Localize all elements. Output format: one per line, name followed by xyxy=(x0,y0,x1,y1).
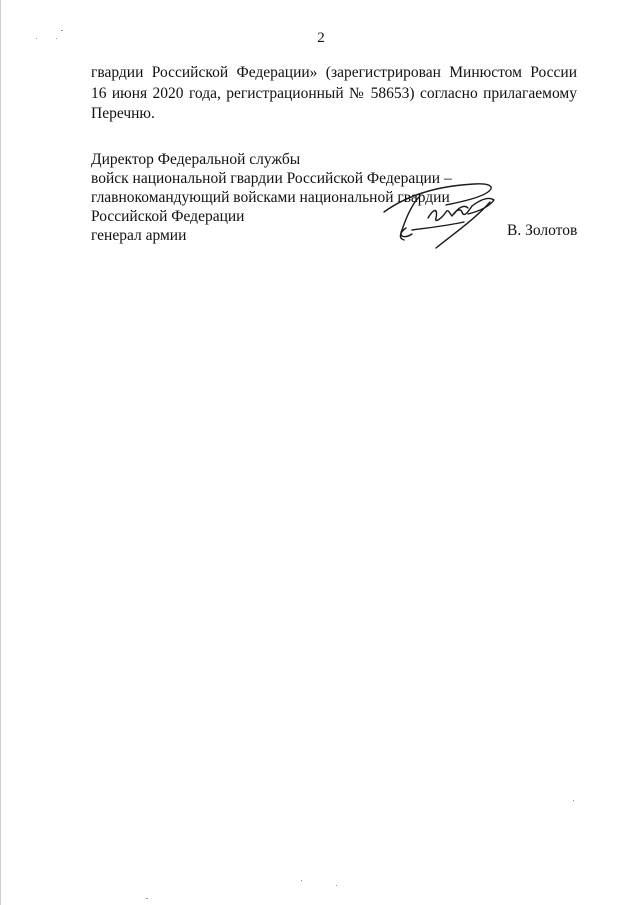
scan-speck xyxy=(61,30,63,31)
body-paragraph xyxy=(91,63,577,125)
scan-speck xyxy=(573,800,574,801)
scan-speck xyxy=(36,38,37,39)
signatory-title-line: главнокомандующий войсками национальной гвардии xyxy=(91,189,450,206)
paragraph-line: Перечню. xyxy=(91,105,155,122)
signatory-title-line: войск национальной гвардии Российской Федерации – xyxy=(91,170,452,187)
signatory-name: В. Золотов xyxy=(507,222,578,239)
page-number: 2 xyxy=(317,30,325,46)
scan-speck xyxy=(56,38,57,39)
signatory-title-line: Директор Федеральной службы xyxy=(91,151,301,168)
scan-speck xyxy=(301,880,302,881)
signatory-title-line: Российской Федерации xyxy=(91,208,245,225)
handwritten-signature xyxy=(376,178,506,252)
paragraph-line: 16 июня 2020 года, регистрационный № 58653) согласно прилагаемому xyxy=(91,84,577,102)
scan-speck xyxy=(336,885,337,886)
paragraph-line: гвардии Российской Федерации» (зарегистрирован Минюстом России xyxy=(91,64,577,81)
signatory-title-line: генерал армии xyxy=(91,227,187,244)
scan-speck xyxy=(146,898,148,899)
